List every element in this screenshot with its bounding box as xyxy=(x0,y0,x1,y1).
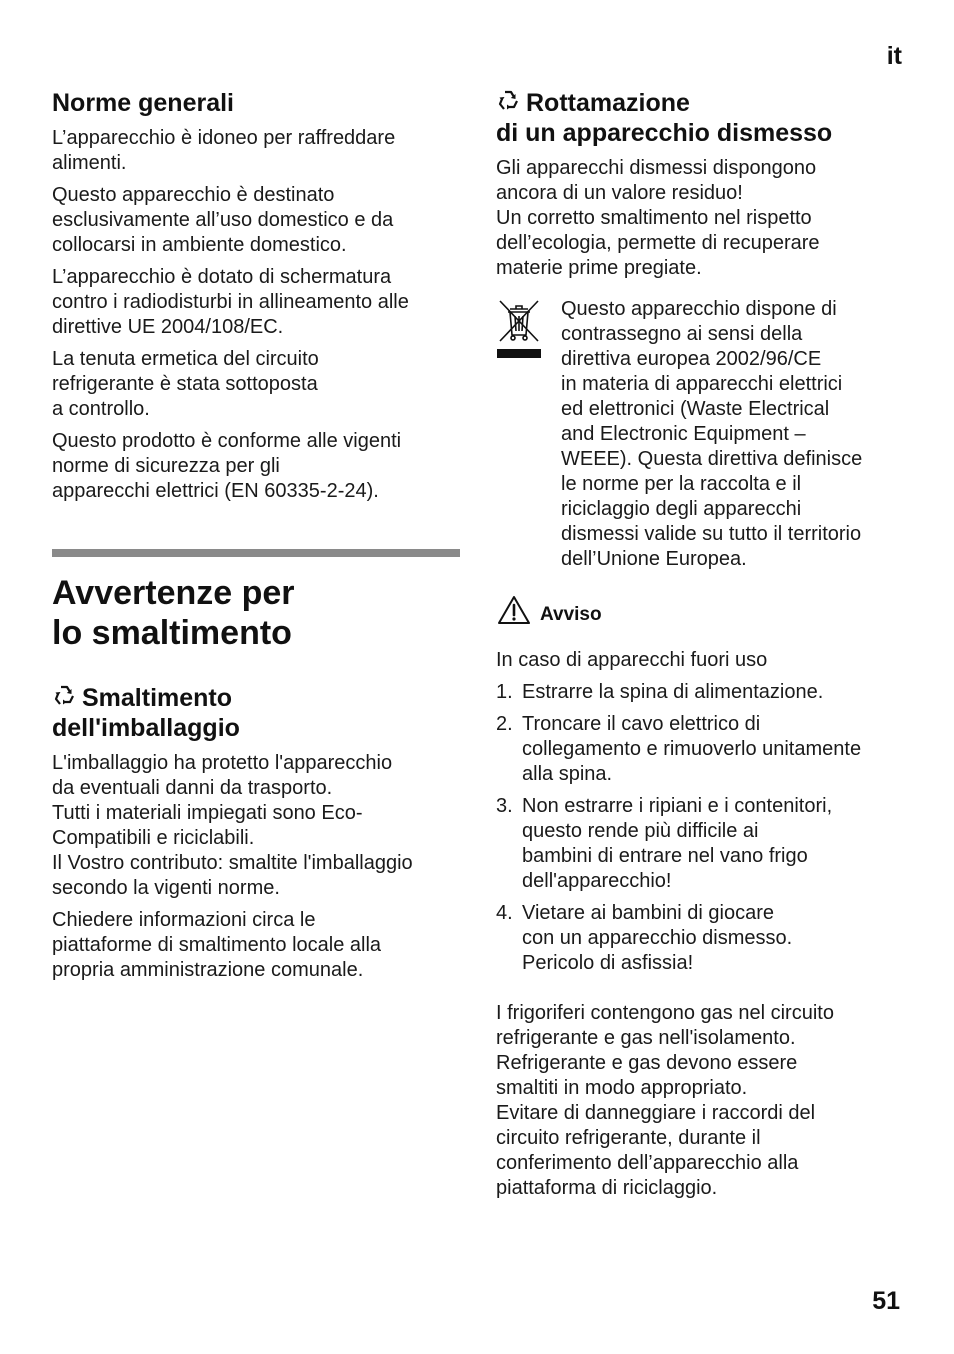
norme-generali-heading: Norme generali xyxy=(52,89,235,117)
avviso-intro: In caso di apparecchi fuori uso xyxy=(496,649,768,671)
recycle-icon xyxy=(52,684,76,708)
imballaggio-paragraph: Chiedere informazioni circa le piattaforme di smaltimento locale alla propria amministrazione comunale. xyxy=(52,909,382,981)
imballaggio-paragraph: L'imballaggio ha protetto l'apparecchio da eventuali danni da trasporto. Tutti i materiali impiegati sono Eco- Compatibili e riciclabili. Il Vostro contributo: smaltite l'imballaggio secondo la vigenti norme. xyxy=(52,752,413,899)
avviso-heading xyxy=(496,594,906,626)
rottamazione-paragraph: Gli apparecchi dismessi dispongono ancora di un valore residuo! Un corretto smaltimento nel rispetto dell’ecologia, permette di recuperare materie prime pregiate. xyxy=(496,157,820,279)
norme-paragraph: Questo apparecchio è destinato esclusivamente all’uso domestico e da collocarsi in ambiente domestico. xyxy=(52,184,394,256)
avviso-label: Avviso xyxy=(540,604,602,625)
language-code: it xyxy=(886,42,902,70)
list-item: 4. Vietare ai bambini di giocare con un apparecchio dismesso. Pericolo di asfissia! xyxy=(496,902,793,974)
rottamazione-heading: Rottamazione di un apparecchio dismesso xyxy=(496,89,833,147)
norme-paragraph: L’apparecchio è dotato di schermatura contro i radiodisturbi in allineamento alle direttive UE 2004/108/EC. xyxy=(52,266,409,338)
weee-notice xyxy=(496,297,906,572)
crossed-out-bin-icon xyxy=(496,297,542,361)
disposal-steps-list xyxy=(496,680,906,976)
recycle-icon xyxy=(496,89,520,113)
list-item: 1. Estrarre la spina di alimentazione. xyxy=(496,681,824,703)
closing-paragraph: I frigoriferi contengono gas nel circuito refrigerante e gas nell'isolamento. Refrigerante e gas devono essere smaltiti in modo appropriato. Evitare di danneggiare i raccordi del circuito refrigerante, durante il conferimento dell’apparecchio alla piattaforma di riciclaggio. xyxy=(496,1002,834,1199)
left-column xyxy=(52,88,460,990)
list-item: 2. Troncare il cavo elettrico di collegamento e rimuoverlo unitamente alla spina. xyxy=(496,713,862,785)
section-divider xyxy=(52,549,460,557)
norme-paragraph: L’apparecchio è idoneo per raffreddare alimenti. xyxy=(52,127,396,174)
weee-text: Questo apparecchio dispone di contrassegno ai sensi della direttiva europea 2002/96/CE in materia di apparecchi elettrici ed elettronici (Waste Electrical and Electronic Equipment – WEEE). Questa direttiva definisce le norme per la raccolta e il riciclaggio degli apparecchi dismessi valide su tutto il territorio dell’Unione Europea. xyxy=(561,298,863,570)
norme-paragraph: Questo prodotto è conforme alle vigenti norme di sicurezza per gli apparecchi elettrici (EN 60335-2-24). xyxy=(52,430,402,502)
page-number: 51 xyxy=(872,1287,900,1315)
avvertenze-heading: Avvertenze per lo smaltimento xyxy=(52,574,295,652)
right-column xyxy=(496,88,906,1208)
smaltimento-imballaggio-heading: Smaltimento dell'imballaggio xyxy=(52,684,240,742)
warning-triangle-icon xyxy=(496,594,532,626)
norme-paragraph: La tenuta ermetica del circuito refrigerante è stata sottoposta a controllo. xyxy=(52,348,319,420)
norme-paragraphs xyxy=(52,126,460,504)
list-item: 3. Non estrarre i ripiani e i contenitori, questo rende più difficile ai bambini di entrare nel vano frigo dell'apparecchio! xyxy=(496,795,833,892)
